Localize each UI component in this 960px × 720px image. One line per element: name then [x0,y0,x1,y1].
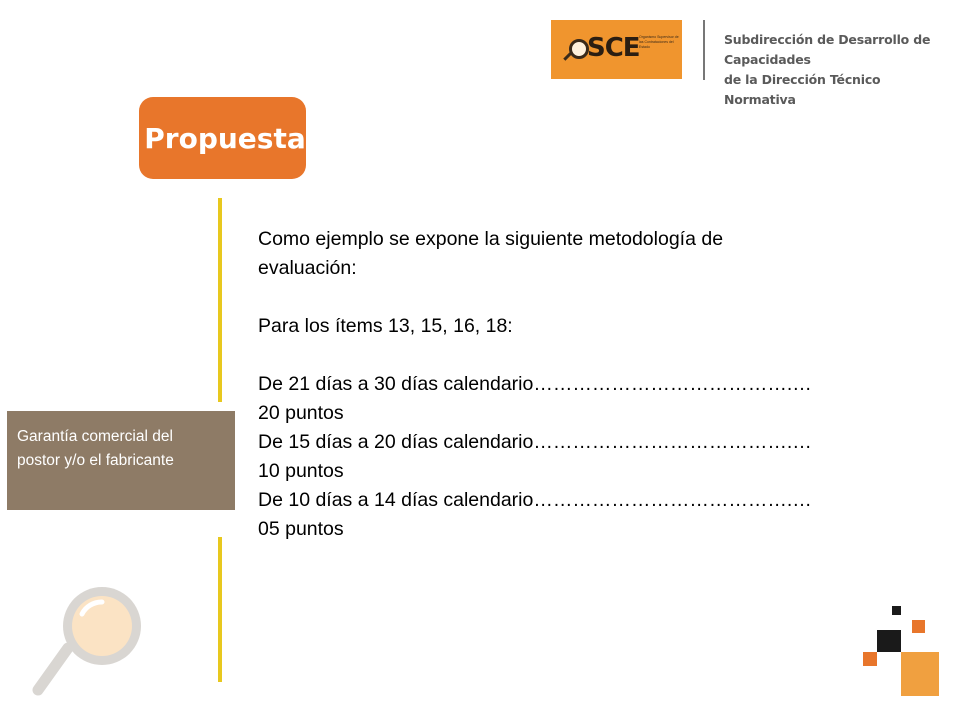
logo-subtext: Organismo Supervisor de las Contrataciones del Estado [639,35,679,49]
criterion-label-line2: postor y/o el fabricante [17,452,174,469]
header-divider [703,20,705,80]
magnifier-icon [30,578,150,698]
header-title-line2: de la Dirección Técnico Normativa [724,72,881,107]
criteria-range: De 10 días a 14 días calendario………………………………….… [258,489,812,511]
criteria-range: De 15 días a 20 días calendario………………………………….… [258,431,812,453]
propuesta-badge-label: Propuesta [144,121,306,155]
logo-text: SCE [587,33,640,63]
intro-line1: Como ejemplo se expone la siguiente metodología de [258,228,724,250]
criteria-points: 10 puntos [258,460,344,482]
criterion-label-line1: Garantía comercial del [17,428,173,445]
timeline-line-top [218,198,222,402]
items-heading: Para los ítems 13, 15, 16, 18: [258,315,513,337]
header-title-line1: Subdirección de Desarrollo de Capacidades [724,32,931,67]
main-content [258,225,858,544]
criteria-range: De 21 días a 30 días calendario………………………………….… [258,373,812,395]
osce-logo [551,20,682,79]
intro-line2: evaluación: [258,257,357,279]
header-title [724,30,954,110]
criterion-label [17,425,232,473]
logo-magnifier-icon [569,39,589,59]
criteria-points: 05 puntos [258,518,344,540]
timeline-line-bottom [218,537,222,682]
criteria-points: 20 puntos [258,402,344,424]
logo-magnifier-handle [563,52,571,60]
